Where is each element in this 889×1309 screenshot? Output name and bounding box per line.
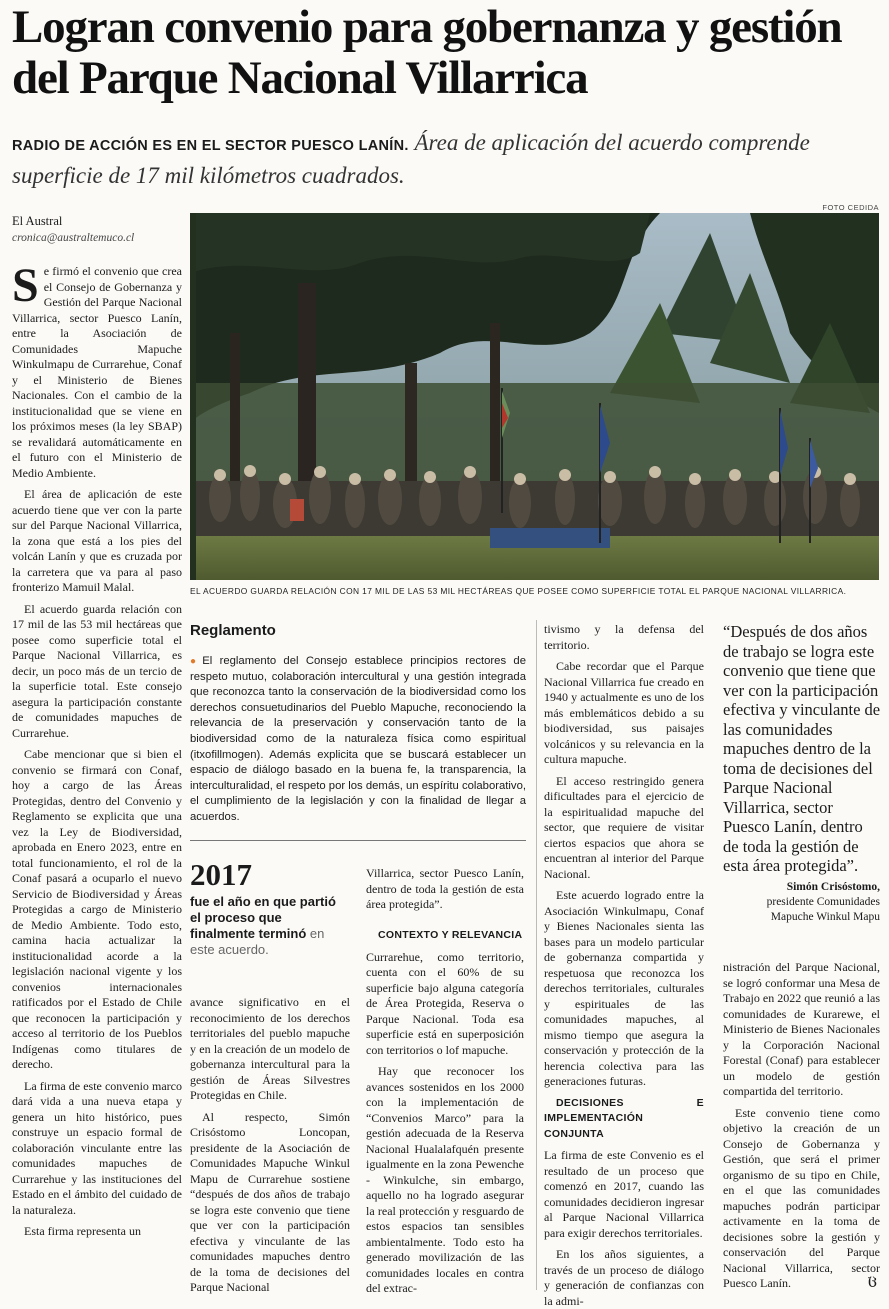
highlight-year: 2017: [190, 857, 252, 892]
paragraph: Al respecto, Simón Crisóstomo Loncopan, presidente de la Asociación de Comunidades Mapuche Winkul Mapu de Currarehue sostiene “después de dos años de trabajo se logra este convenio que tiene que ver con la participación efectiva y vinculante de las comunidades mapuches dentro de la toma de decisiones del Parque Nacional: [190, 1109, 350, 1294]
paragraph: avance significativo en el reconocimiento de los derechos territoriales del pueblo mapuche y en la creación de un modelo de gobernanza intercultural para la gestión de Áreas Silvestres Protegidas en Chile.: [190, 995, 350, 1102]
sidebar-body: ● El reglamento del Consejo establece principios rectores de respeto mutuo, colaboración intercultural y una gestión integrada que reconozca tanto la conservación de la biodiversidad como los derechos consuetudinarios del Pueblo Mapuche, reconociendo la relevancia de la preservación y conservación tanto de la biodiversidad como de la naturaleza física como espiritual (itxofillmogen). Además explicita que se buscará establecer un espacio de diálogo basado en la buena fe, la transparencia, la interculturalidad, el respeto por los demás, un espíritu colaborativo, el cumplimiento de la legislación y con la finalidad de llegar a acuerdos.: [190, 655, 527, 823]
paragraph: El área de aplicación de este acuerdo tiene que ver con la parte sur del Parque Nacional Villarrica, la zona que está a los pies del volcán Lanín y que es cruzada por la carretera que va para al paso fronterizo Mamuil Malal.: [12, 487, 182, 594]
divider: [190, 840, 526, 841]
forest-ceremony-illustration: [190, 213, 879, 580]
byline-author: El Austral: [12, 214, 63, 228]
article-column-4: [544, 622, 704, 1308]
end-of-article-icon: ც: [867, 1273, 877, 1288]
paragraph: La firma de este Convenio es el resultado de un proceso que comenzó en 2017, cuando las comunidades decidieron ingresar al Parque Nacional Villarrica para exigir derechos territoriales.: [544, 1148, 704, 1240]
sidebar-title: Reglamento: [190, 622, 276, 639]
quote-author-role: presidente Comunidades Mapuche Winkul Mapu: [766, 896, 880, 923]
paragraph: nistración del Parque Nacional, se logró conformar una Mesa de Trabajo en 2022 que reunió a las comunidades de Kurarewe, el Ministerio de Bienes Nacionales y la Corporación Nacional Forestal (Conaf) para establecer un modelo de gestión compartida del territorio.: [723, 960, 880, 1098]
paragraph: La firma de este convenio marco dará vida a una nueva etapa y genera un hito histórico, pues construye un espacio formal de colaboración vinculante entre las comunidades mapuches de Currarehue y las instituciones del Estado en el ámbito del cuidado de la naturaleza.: [12, 1078, 182, 1217]
article-photo: [190, 213, 879, 580]
byline: [12, 214, 182, 244]
paragraph: El acuerdo guarda relación con 17 mil de las 53 mil hectáreas que posee como superficie total el Parque Nacional Villarrica, es decir, un poco más de un tercio de la superficie total. Este consejo asegura la participación constante de comunidades mapuches de Currarehue.: [12, 601, 182, 740]
paragraph: Este convenio tiene como objetivo la creación de un Consejo de Gobernanza y Gestión, que será el primer organismo de su tipo en Chile, en el que las comunidades mapuches podrán participar activamente en la toma de decisiones sobre la gestión y conservación del Parque Nacional Villarrica, sector Puesco Lanín.: [723, 1105, 880, 1290]
article-column-3-top: [366, 866, 524, 926]
paragraph: Este acuerdo logrado entre la Asociación Winkulmapu, Conaf y Bienes Nacionales sienta las bases para un modelo particular de gobernanza compartida y respetuosa que reconozca los derechos territoriales, culturales y espirituales de las comunidades mapuches, al mismo tiempo que asegura la conservación y protección de la herencia colectiva para las generaciones futuras.: [544, 888, 704, 1088]
subheadline: [12, 128, 882, 190]
article-column-2: [190, 995, 350, 1295]
bullet-icon: ●: [190, 656, 201, 667]
paragraph: En los años siguientes, a través de un proceso de diálogo y generación de confianzas con la admi-: [544, 1247, 704, 1308]
section-subhead: DECISIONES E IMPLEMENTACIÓN CONJUNTA: [544, 1096, 704, 1140]
paragraph: Cabe mencionar que si bien el convenio se firmará con Conaf, hoy a cargo de las Áreas Protegidas, dentro del Convenio y Reglamento se explicita que una vez la Ley de Biodiversidad, aprobada en Enero 2023, entre en total funcionamiento, el rol de la Conaf pasará a ocuparlo el nuevo Servicio de Biodiversidad y Áreas Protegidas a cargo de Ministerio de Medio Ambiente. Todo esto, camina hacia actualizar la institucionalidad acorde a la legislación nacional vigente y los convenios internacionales ratificados por el Estado de Chile que reconocen la participación y acceso al territorio de los Pueblos Indígenas como titulares de derecho.: [12, 747, 182, 1071]
paragraph: tivismo y la defensa del territorio.: [544, 622, 704, 652]
column-divider: [536, 620, 537, 1290]
paragraph: Esta firma representa un: [24, 1224, 141, 1238]
kicker: RADIO DE ACCIÓN ES EN EL SECTOR PUESCO LANÍN.: [12, 138, 409, 154]
paragraph: El acceso restringido genera dificultades para el ejercicio de la espiritualidad mapuche del sector, que requiere de visitar ciertos espacios que ahora se encuentran al interior del Parque Nacional.: [544, 773, 704, 881]
paragraph: Se firmó el convenio que crea el Consejo de Gobernanza y Gestión del Parque Nacional Villarrica, sector Puesco Lanín, entre la Asociación de Comunidades Mapuche Winkulmapu de Currarehue, Conaf y el Ministerio de Bienes Nacionales. Con el cambio de la institucionalidad que se viene en los próximos meses (la ley SBAP) se revalidará automáticamente en el futuro con el Ministerio de Medio Ambiente.: [12, 259, 182, 480]
article-column-1: [12, 259, 182, 1294]
section-subhead: CONTEXTO Y RELEVANCIA: [378, 929, 523, 941]
quote-attribution: [723, 880, 880, 925]
deck: Área de aplicación del acuerdo comprende superficie de 17 mil kilómetros cuadrados.: [12, 130, 810, 188]
headline: Logran convenio para gobernanza y gestión del Parque Nacional Villarrica: [12, 1, 842, 104]
byline-email: cronica@australtemuco.cl: [12, 232, 135, 244]
paragraph: Villarrica, sector Puesco Lanín, dentro de toda la gestión de esta área protegida”.: [366, 866, 524, 911]
quote-author: Simón Crisóstomo,: [786, 881, 880, 893]
article-column-5: [723, 960, 880, 1295]
drop-cap: S: [12, 259, 39, 312]
paragraph: Cabe recordar que el Parque Nacional Villarrica fue creado en 1940 y actualmente es uno de los más emblemáticos debido a su biodiversidad, sus paisajes volcánicos y su relevancia en la cultura mapuche.: [544, 659, 704, 766]
photo-caption: EL ACUERDO GUARDA RELACIÓN CON 17 MIL DE LAS 53 MIL HECTÁREAS QUE POSEE COMO SUPERFICIE TOTAL EL PARQUE NACIONAL VILLARRICA.: [190, 586, 847, 596]
photo-credit: FOTO CEDIDA: [822, 203, 879, 212]
paragraph: Currarehue, como territorio, cuenta con el 60% de su superficie bajo alguna categoría de Área Protegida, Reserva o Parque Nacional. Toda esa superficie está en superposición con territorios o lof mapuche.: [366, 949, 524, 1057]
highlight-text: fue el año en que partió el proceso que finalmente terminó en este acuerdo.: [190, 894, 336, 957]
pull-quote: “Después de dos años de trabajo se logra este convenio que tiene que ver con la participación efectiva y vinculante de las comunidades mapuches dentro de la toma de decisiones del Parque Nacional Villarrica, sector Puesco Lanín, dentro de toda la gestión de esta área protegida”.: [723, 622, 881, 875]
article-column-3: [366, 928, 524, 1295]
paragraph: Hay que reconocer los avances sostenidos en los 2000 con la implementación de “Convenios Marco” para la gestión adecuada de la Reserva Nacional Hualalafquén presente igualmente en la zona Pewenche - Winkulche, sin embargo, aquello no ha logrado asegurar la real protección y resguardo de estos espacios tan sensibles ambientalmente. Todo esto ha generado movilización de las comunidades locales en contra del extrac-: [366, 1064, 524, 1295]
